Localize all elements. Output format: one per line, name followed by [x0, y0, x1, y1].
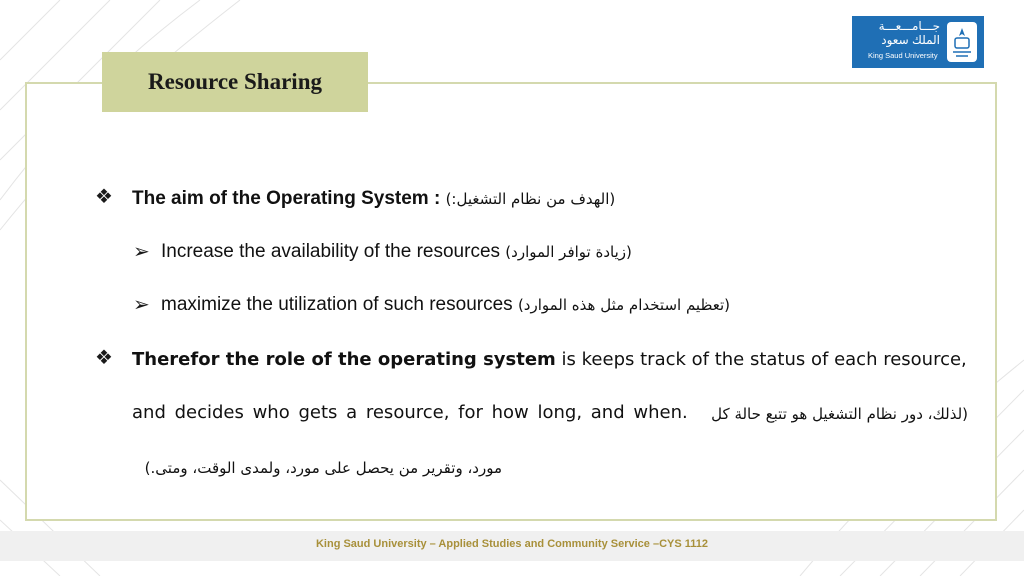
- sub-bullet-availability: [161, 240, 632, 264]
- heading-role-text2: and decides who gets a resource, for how long, and when.: [132, 402, 688, 423]
- heading-aim-arabic: (الهدف من نظام التشغيل:): [445, 190, 616, 208]
- heading-role-text1: is keeps track of the status of each resource,: [555, 349, 967, 370]
- arrow-bullet-icon: ➢: [133, 241, 150, 263]
- university-emblem-icon: [947, 22, 977, 62]
- heading-role-bold: Therefor the role of the operating system: [132, 349, 556, 370]
- university-logo: [852, 16, 984, 68]
- heading-role-line1: [132, 348, 967, 372]
- logo-arabic-line2: الملك سعود: [881, 33, 940, 47]
- heading-aim-text: The aim of the Operating System :: [132, 188, 446, 209]
- logo-english: King Saud University: [868, 51, 938, 60]
- sub-bullet-utilization: [161, 293, 730, 317]
- heading-role-line2: [132, 401, 688, 425]
- heading-role-arabic2: مورد، وتقرير من يحصل على مورد، ولمدى الوقت، ومتى.): [144, 459, 502, 477]
- logo-arabic-line1: جـــامـــعـــة: [878, 19, 940, 33]
- sub-bullet-utilization-text: maximize the utilization of such resources: [161, 294, 518, 315]
- heading-role-arabic1: (لذلك، دور نظام التشغيل هو تتبع حالة كل: [711, 405, 968, 423]
- sub-bullet-utilization-arabic: (تعظيم استخدام مثل هذه الموارد): [517, 296, 731, 314]
- arrow-bullet-icon: ➢: [133, 294, 150, 316]
- sub-bullet-availability-text: Increase the availability of the resources: [161, 241, 506, 262]
- sub-bullet-availability-arabic: (زيادة توافر الموارد): [505, 243, 632, 261]
- title-box: [102, 52, 368, 112]
- diamond-bullet-icon: ❖: [95, 347, 113, 369]
- diamond-bullet-icon: ❖: [95, 186, 113, 208]
- heading-aim: [132, 187, 615, 211]
- slide-title: Resource Sharing: [148, 69, 322, 94]
- footer-text: King Saud University – Applied Studies and Community Service –CYS 1112: [315, 538, 709, 550]
